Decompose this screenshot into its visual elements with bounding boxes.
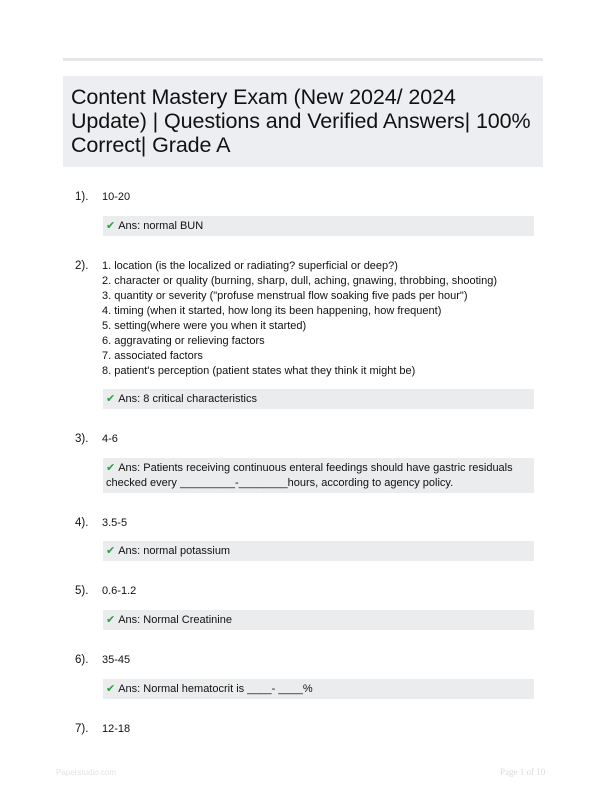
check-icon: ✔	[106, 682, 116, 695]
answer-text: Ans: Patients receiving continuous enteral feedings should have gastric residuals	[118, 462, 513, 474]
answer-text: Ans: normal potassium	[118, 545, 231, 557]
question-line: 0.6-1.2	[102, 585, 137, 597]
answer-line: checked every _________-________hours, according to agency policy.	[106, 477, 454, 489]
question-number: 4).	[75, 517, 89, 529]
check-icon: ✔	[106, 392, 116, 405]
title-line-3: Correct| Grade A	[71, 133, 231, 157]
question-text	[102, 516, 542, 531]
question-number: 6).	[75, 654, 89, 666]
title-line-1: Content Mastery Exam (New 2024/ 2024	[71, 85, 456, 109]
question-line: 6. aggravating or relieving factors	[102, 335, 265, 347]
question-line: 12-18	[102, 723, 131, 735]
question-number: 1).	[75, 191, 89, 203]
question-text	[102, 722, 542, 737]
question-text	[102, 584, 542, 599]
check-icon: ✔	[106, 219, 116, 232]
question-line: 3. quantity or severity ("profuse menstrual flow soaking five pads per hour")	[102, 290, 468, 302]
question-line: 7. associated factors	[102, 350, 203, 362]
question-line: 35-45	[102, 654, 131, 666]
answer-box-3	[103, 458, 534, 493]
page-number: Page 1 of 10	[500, 767, 546, 777]
question-number: 7).	[75, 723, 89, 735]
question-line: 4-6	[102, 433, 118, 445]
answer-text: Ans: normal BUN	[118, 220, 204, 232]
top-divider	[63, 58, 543, 61]
question-text	[102, 432, 542, 447]
question-number: 5).	[75, 585, 89, 597]
check-icon: ✔	[106, 544, 116, 557]
question-line: 8. patient's perception (patient states what they think it might be)	[102, 365, 416, 377]
answer-text: Ans: Normal hematocrit is ____- ____%	[118, 683, 313, 695]
question-line: 10-20	[102, 191, 131, 203]
question-text	[102, 190, 542, 205]
answer-text: Ans: 8 critical characteristics	[118, 393, 257, 405]
check-icon: ✔	[106, 461, 116, 474]
page-title	[71, 85, 535, 157]
answer-box-4	[103, 541, 534, 561]
question-line: 4. timing (when it started, how long its been happening, how frequent)	[102, 305, 442, 317]
check-icon: ✔	[106, 613, 116, 626]
title-box	[63, 76, 543, 167]
question-number: 2).	[75, 260, 89, 272]
answer-line	[106, 460, 531, 476]
answer-box-1	[103, 216, 534, 236]
question-line: 5. setting(where were you when it started)	[102, 320, 307, 332]
answer-box-5	[103, 610, 534, 630]
title-line-2: Update) | Questions and Verified Answers| 100%	[71, 109, 531, 133]
answer-text: Ans: Normal Creatinine	[118, 614, 232, 626]
question-text	[102, 653, 542, 668]
footer-watermark: Paperstudio.com	[56, 768, 117, 777]
question-text	[102, 259, 542, 379]
question-number: 3).	[75, 433, 89, 445]
question-line: 1. location (is the localized or radiating? superficial or deep?)	[102, 260, 398, 272]
answer-box-2	[103, 389, 534, 409]
question-line: 2. character or quality (burning, sharp, dull, aching, gnawing, throbbing, shooting)	[102, 275, 498, 287]
answer-box-6	[103, 679, 534, 699]
question-line: 3.5-5	[102, 517, 128, 529]
